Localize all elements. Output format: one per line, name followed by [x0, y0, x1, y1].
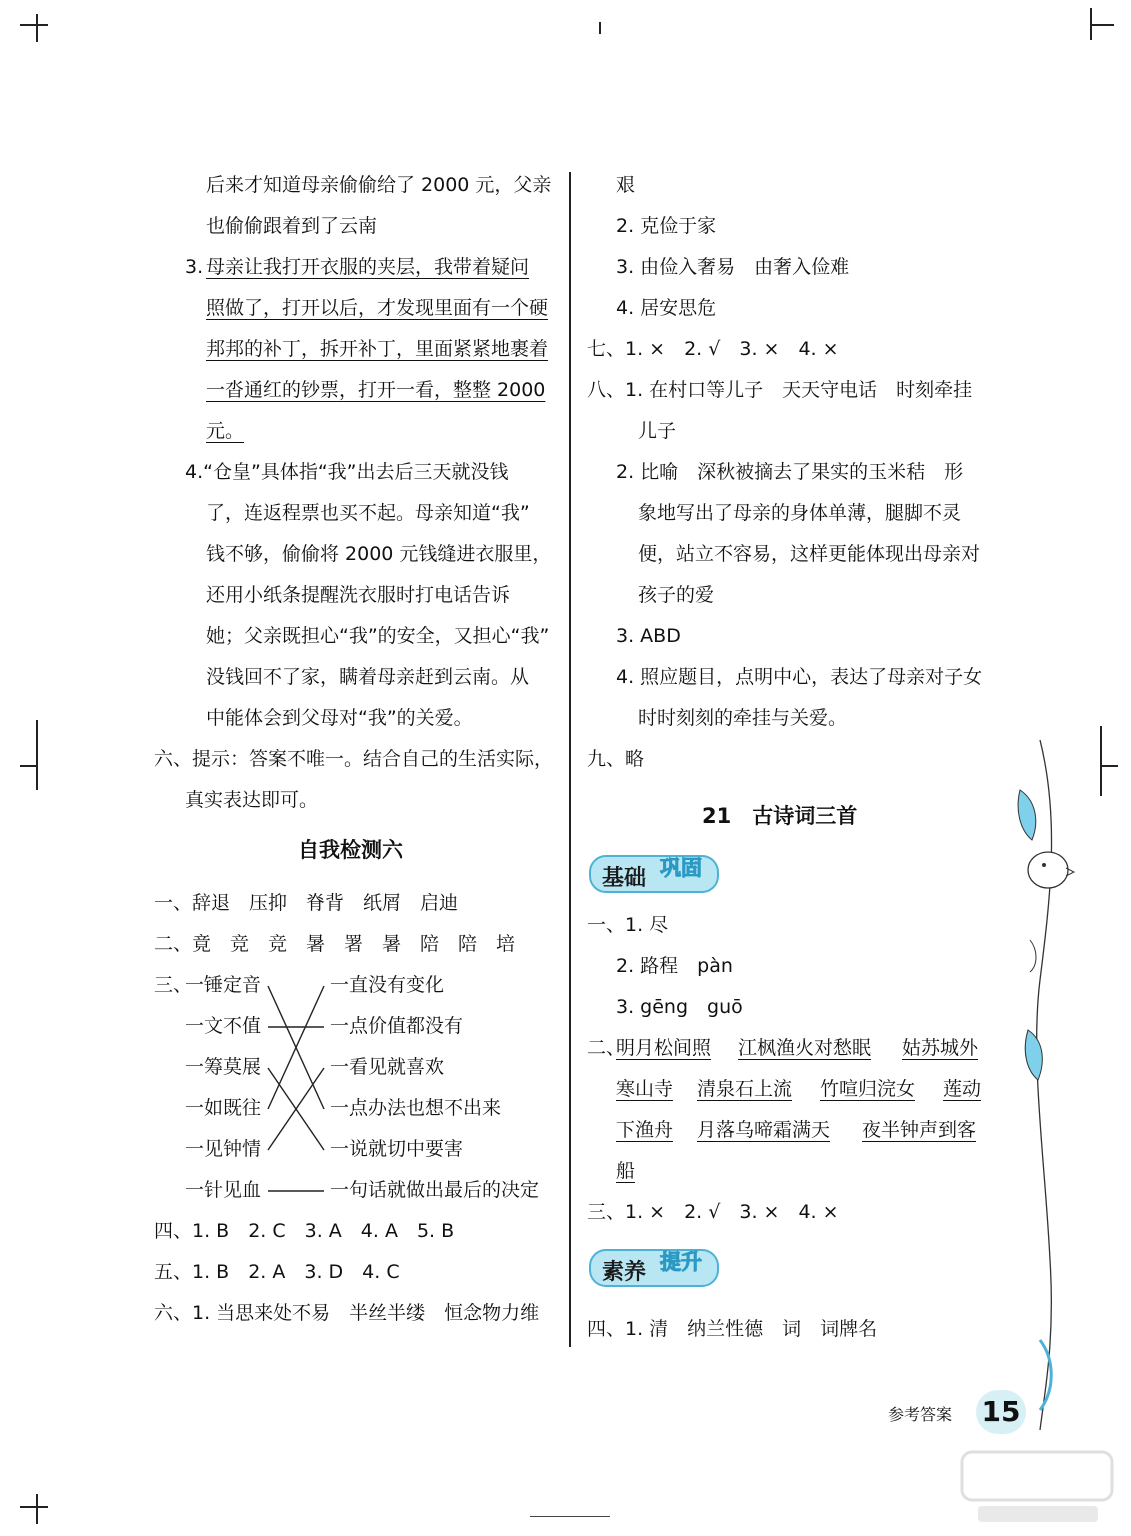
answer-line: 一、1. 尽 — [587, 914, 669, 936]
answer-line: 也偷偷跟着到了云南 — [206, 215, 378, 237]
answer-line: 中能体会到父母对“我”的关爱。 — [206, 707, 473, 729]
poem-line: 莲动 — [943, 1078, 982, 1100]
answer-line-underlined: 照做了，打开以后，才发现里面有一个硬 — [206, 297, 549, 319]
answer-line: 孩子的爱 — [638, 584, 715, 606]
watermark-logo — [958, 1448, 1118, 1528]
answer-line: 3. gēng guō — [616, 996, 743, 1018]
match-right-item: 一句话就做出最后的决定 — [330, 1179, 540, 1201]
answer-line-underlined: 元。 — [206, 420, 245, 442]
section-badge-improve — [588, 1244, 728, 1290]
question-number: 3. — [185, 256, 204, 278]
crop-mark — [36, 720, 38, 790]
answer-line: 二、 — [587, 1037, 626, 1059]
page-number: 15 — [976, 1390, 1026, 1434]
answer-line: 钱不够，偷偷将 2000 元钱缝进衣服里， — [206, 543, 552, 565]
answer-line: 四、1. B 2. C 3. A 4. A 5. B — [154, 1220, 455, 1242]
answer-line: 还用小纸条提醒洗衣服时打电话告诉 — [206, 584, 511, 606]
answer-line: 三、 — [154, 974, 193, 996]
answer-line: 六、提示：答案不唯一。结合自己的生活实际， — [154, 748, 554, 770]
answer-line: 象地写出了母亲的身体单薄，腿脚不灵 — [638, 502, 962, 524]
match-left-item: 一筹莫展 — [185, 1056, 262, 1078]
poem-line: 月落乌啼霜满天 — [697, 1119, 831, 1141]
answer-line: 七、1. × 2. √ 3. × 4. × — [587, 338, 839, 360]
footer-label: 参考答案 — [888, 1405, 953, 1424]
match-right-item: 一点办法也想不出来 — [330, 1097, 502, 1119]
poem-line: 竹喧归浣女 — [820, 1078, 916, 1100]
answer-line: 2. 比喻 深秋被摘去了果实的玉米秸 形 — [616, 461, 964, 483]
answer-line: 三、1. × 2. √ 3. × 4. × — [587, 1201, 839, 1223]
answer-line: 真实表达即可。 — [185, 789, 319, 811]
badge-accent-text: 提升 — [660, 1250, 702, 1274]
answer-line: 3. ABD — [616, 625, 681, 647]
match-right-item: 一说就切中要害 — [330, 1138, 464, 1160]
answer-line-underlined: 邦邦的补丁，拆开补丁，里面紧紧地裹着 — [206, 338, 549, 360]
poem-line: 下渔舟 — [616, 1119, 674, 1141]
crop-mark — [20, 765, 38, 767]
answer-line: 时时刻刻的牵挂与关爱。 — [638, 707, 848, 729]
answer-line: 2. 路程 pàn — [616, 955, 733, 977]
answer-line: 四、1. 清 纳兰性德 词 词牌名 — [587, 1318, 878, 1340]
match-right-item: 一看见就喜欢 — [330, 1056, 445, 1078]
match-left-item: 一针见血 — [185, 1179, 262, 1201]
section-badge-basic — [588, 850, 728, 896]
answer-line: 4. 照应题目，点明中心，表达了母亲对子女 — [616, 666, 983, 688]
answer-line: 后来才知道母亲偷偷给了 2000 元，父亲 — [206, 174, 552, 196]
poem-line: 夜半钟声到客 — [862, 1119, 977, 1141]
poem-line: 寒山寺 — [616, 1078, 674, 1100]
vine-bird-decoration — [1010, 740, 1110, 1430]
column-divider — [569, 172, 571, 1347]
answer-line: 3. 由俭入奢易 由奢入俭难 — [616, 256, 850, 278]
answer-line: 艰 — [616, 174, 636, 196]
poem-line: 清泉石上流 — [697, 1078, 793, 1100]
answer-line: 一、辞退 压抑 脊背 纸屑 启迪 — [154, 892, 459, 914]
matching-lines — [260, 972, 330, 1202]
match-left-item: 一文不值 — [185, 1015, 262, 1037]
poem-line: 姑苏城外 — [902, 1037, 979, 1059]
match-left-item: 一如既往 — [185, 1097, 262, 1119]
lesson-title: 21 古诗词三首 — [702, 804, 858, 828]
crop-mark — [599, 22, 601, 34]
answer-line: 儿子 — [638, 420, 677, 442]
answer-line: 她；父亲既担心“我”的安全，又担心“我” — [206, 625, 550, 647]
answer-line: 九、略 — [587, 748, 645, 770]
answer-line: 没钱回不了家，瞒着母亲赶到云南。从 — [206, 666, 530, 688]
match-left-item: 一见钟情 — [185, 1138, 262, 1160]
badge-main-text: 基础 — [602, 866, 647, 891]
answer-line: 二、竟 竞 竞 暑 署 暑 陪 陪 培 — [154, 933, 516, 955]
answer-line: 八、1. 在村口等儿子 天天守电话 时刻牵挂 — [587, 379, 973, 401]
poem-line: 船 — [616, 1160, 636, 1182]
match-right-item: 一点价值都没有 — [330, 1015, 464, 1037]
answer-line: 五、1. B 2. A 3. D 4. C — [154, 1261, 400, 1283]
crop-mark — [36, 14, 38, 42]
badge-main-text: 素养 — [602, 1260, 647, 1285]
crop-mark — [36, 1494, 38, 1524]
answer-line-underlined: 母亲让我打开衣服的夹层，我带着疑问 — [206, 256, 530, 278]
answer-line: 2. 克俭于家 — [616, 215, 717, 237]
answer-line-underlined: 一沓通红的钞票，打开一看，整整 2000 — [206, 379, 546, 401]
match-right-item: 一直没有变化 — [330, 974, 445, 996]
crop-mark — [1090, 24, 1114, 26]
watermark-shape — [958, 1448, 1118, 1528]
answer-line: 4. 居安思危 — [616, 297, 717, 319]
match-left-item: 一锤定音 — [185, 974, 262, 996]
bottom-rule — [530, 1516, 610, 1517]
answer-line: 六、1. 当思来处不易 半丝半缕 恒念物力维 — [154, 1302, 540, 1324]
poem-line: 明月松间照 — [616, 1037, 712, 1059]
answer-line: 4.“仓皇”具体指“我”出去后三天就没钱 — [185, 461, 509, 483]
crop-mark — [20, 24, 48, 26]
answer-line: 便，站立不容易，这样更能体现出母亲对 — [638, 543, 981, 565]
badge-accent-text: 巩固 — [660, 856, 702, 880]
answer-line: 了，连返程票也买不起。母亲知道“我” — [206, 502, 530, 524]
section-title: 自我检测六 — [298, 838, 403, 862]
crop-mark — [20, 1506, 48, 1508]
poem-line: 江枫渔火对愁眠 — [738, 1037, 872, 1059]
